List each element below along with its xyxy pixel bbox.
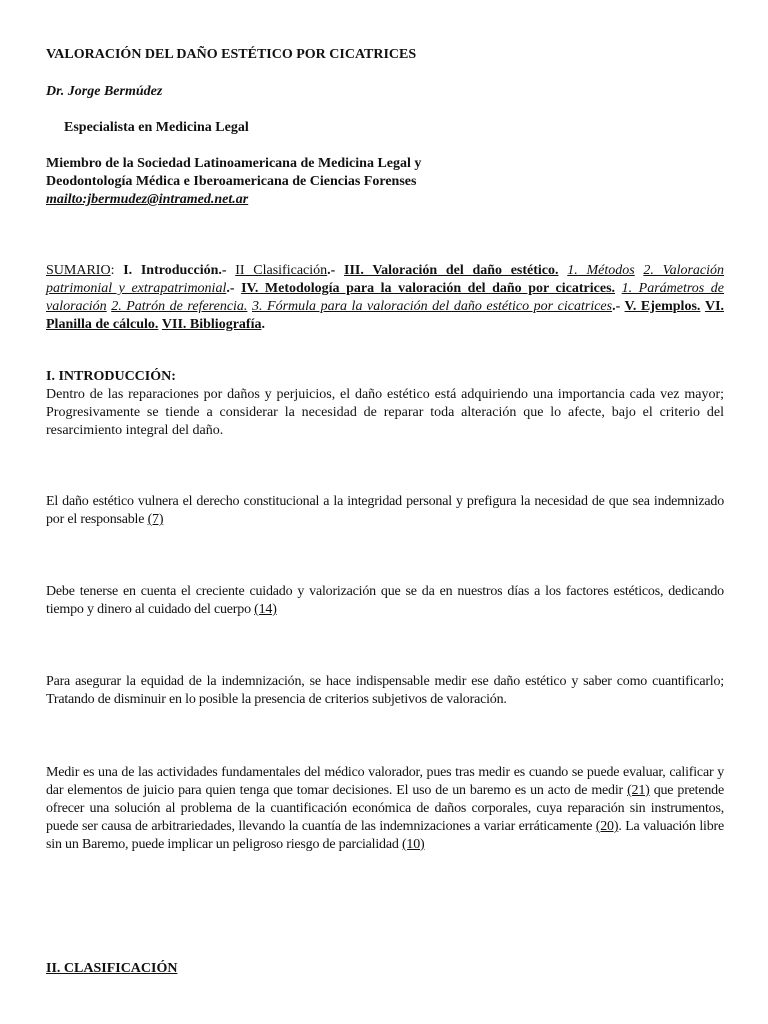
summary-link-patron[interactable]: 2. Patrón de referencia. [111, 299, 248, 314]
summary-link-formula[interactable]: 3. Fórmula para la valoración del daño estético por cicatrices [251, 299, 613, 314]
summary-link-introduccion[interactable]: I. Introducción [123, 263, 219, 278]
summary-link-planilla[interactable]: VI. Planilla de cálculo. [46, 299, 725, 332]
section-heading-introduccion: I. INTRODUCCIÓN: [46, 369, 176, 384]
summary-link-valoracion-patrimonial[interactable]: 2. Valoración patrimonial y extrapatrimonial [46, 263, 725, 296]
email-link[interactable]: mailto:jbermudez@intramed.net.ar [46, 192, 249, 207]
summary-end: . [261, 317, 265, 332]
intro-paragraph-2-text: El daño estético vulnera el derecho constitucional a la integridad personal y prefigura la necesidad de que sea indemnizado por el responsable [46, 494, 724, 527]
intro-paragraph-4: Para asegurar la equidad de la indemnización, se hace indispensable medir ese daño estético y saber como cuantificarlo; Tratando de disminuir en lo posible la presencia de criterios subjetivos de valoración. [46, 674, 724, 707]
section-heading-clasificacion: II. CLASIFICACIÓN [46, 961, 178, 976]
summary-sep-3: .- [226, 281, 242, 296]
summary-label: SUMARIO [46, 263, 111, 278]
intro-paragraph-3-text: Debe tenerse en cuenta el creciente cuidado y valorización que se da en nuestros días a los factores estéticos, dedicando tiempo y dinero al cuidado del cuerpo [46, 584, 724, 617]
summary-link-parametros[interactable]: 1. Parámetros de valoración [46, 281, 725, 314]
summary-link-metodos[interactable]: 1. Métodos [567, 263, 635, 278]
summary-link-bibliografia[interactable]: VII. Bibliografía [161, 317, 262, 332]
author-specialty: Especialista en Medicina Legal [64, 120, 249, 135]
citation-link-14[interactable]: (14) [254, 602, 277, 617]
intro-paragraph-5-text-c: . La valuación libre sin un Baremo, puede implicar un peligroso riesgo de parcialidad [46, 819, 724, 852]
document-title: VALORACIÓN DEL DAÑO ESTÉTICO POR CICATRICES [46, 47, 417, 62]
membership-line-2: Deodontología Médica e Iberoamericana de Ciencias Forenses [46, 174, 417, 189]
summary-link-ejemplos[interactable]: V. Ejemplos. [624, 299, 701, 314]
citation-link-21[interactable]: (21) [627, 783, 650, 798]
membership-line-1: Miembro de la Sociedad Latinoamericana de Medicina Legal y [46, 156, 422, 171]
intro-paragraph-2 [46, 493, 724, 529]
summary-sep-1: .- [218, 263, 236, 278]
summary-sep-2: .- [327, 263, 345, 278]
summary-paragraph [46, 262, 724, 334]
intro-paragraph-3 [46, 583, 724, 619]
summary-colon: : [110, 263, 124, 278]
intro-paragraph-5-text-b: que pretende ofrecer una solución al problema de la cuantificación económica de daños corporales, cuya reparación sin instrumentos, puede ser causa de arbitrariedades, llevando la cuantía de las indemnizaciones a variar erráticamente [46, 783, 724, 834]
author-name: Dr. Jorge Bermúdez [46, 84, 163, 99]
summary-link-valoracion[interactable]: III. Valoración del daño estético. [344, 263, 559, 278]
intro-paragraph-5 [46, 764, 724, 854]
intro-paragraph-5-text-a: Medir es una de las actividades fundamentales del médico valorador, pues tras medir es cuando se puede evaluar, calificar y dar elementos de juicio para quien tenga que tomar decisiones. El uso de un baremo es un acto de medir [46, 765, 724, 798]
citation-link-10[interactable]: (10) [401, 837, 425, 852]
summary-link-metodologia[interactable]: IV. Metodología para la valoración del daño por cicatrices. [241, 281, 616, 296]
summary-link-clasificacion[interactable]: II Clasificación [235, 263, 328, 278]
summary-sep-4: .- [612, 299, 625, 314]
citation-link-20[interactable]: (20) [595, 819, 619, 834]
citation-link-7[interactable]: (7) [147, 512, 164, 527]
email-paragraph [46, 191, 724, 209]
intro-paragraph-1: Dentro de las reparaciones por daños y perjuicios, el daño estético está adquiriendo una importancia cada vez mayor; Progresivamente se tiende a considerar la necesidad de reparar toda alteración que lo afecte, bajo el criterio del resarcimiento integral del daño. [46, 387, 724, 438]
